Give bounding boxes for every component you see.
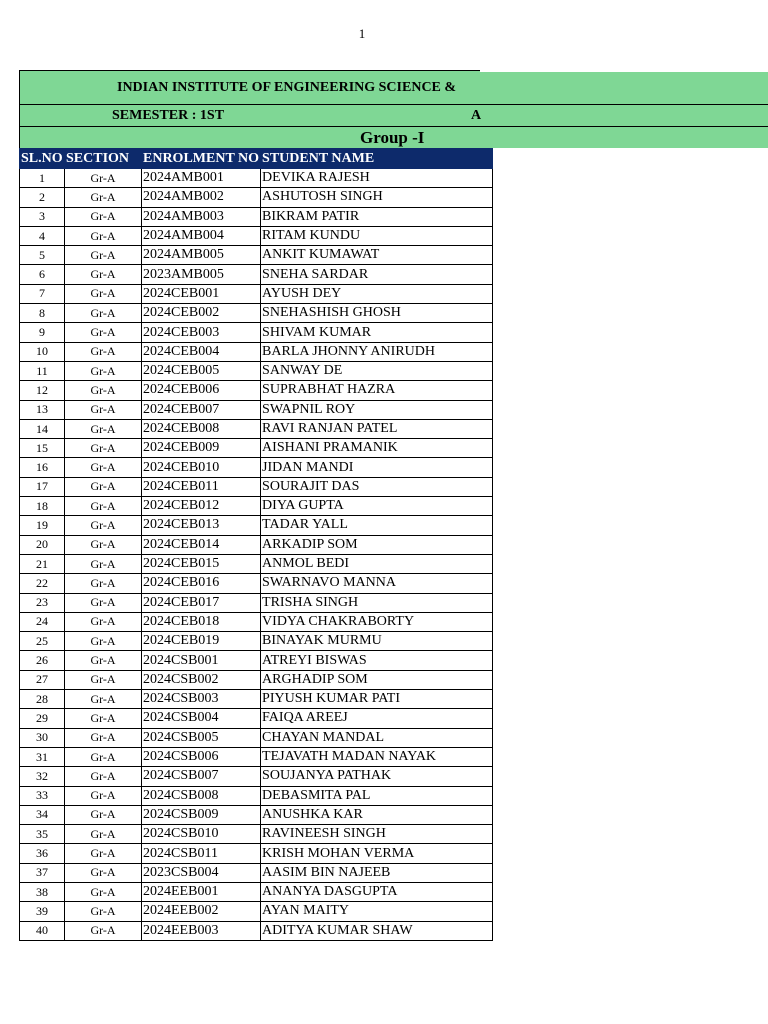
table-row [20,882,493,901]
table-row [20,786,493,805]
cell-enrolment: 2024CEB005 [142,361,261,380]
cell-slno: 9 [20,323,65,342]
table-row [20,477,493,496]
table-row [20,284,493,303]
table-row [20,439,493,458]
cell-section: Gr-A [65,902,142,921]
cell-student-name: CHAYAN MANDAL [261,728,493,747]
cell-section: Gr-A [65,612,142,631]
cell-enrolment: 2024CSB005 [142,728,261,747]
cell-slno: 16 [20,458,65,477]
cell-slno: 1 [20,169,65,188]
cell-section: Gr-A [65,516,142,535]
cell-enrolment: 2024EEB003 [142,921,261,940]
cell-student-name: SANWAY DE [261,361,493,380]
cell-section: Gr-A [65,361,142,380]
cell-student-name: ATREYI BISWAS [261,651,493,670]
cell-slno: 34 [20,805,65,824]
cell-section: Gr-A [65,554,142,573]
cell-section: Gr-A [65,169,142,188]
cell-student-name: RITAM KUNDU [261,226,493,245]
table-row [20,226,493,245]
cell-enrolment: 2024CSB009 [142,805,261,824]
cell-enrolment: 2024CEB018 [142,612,261,631]
cell-section: Gr-A [65,342,142,361]
cell-enrolment: 2024AMB002 [142,188,261,207]
cell-section: Gr-A [65,786,142,805]
cell-slno: 2 [20,188,65,207]
cell-student-name: ANKIT KUMAWAT [261,246,493,265]
cell-enrolment: 2024CEB007 [142,400,261,419]
table-header-row [20,149,493,169]
cell-slno: 36 [20,844,65,863]
cell-enrolment: 2024CEB010 [142,458,261,477]
cell-slno: 30 [20,728,65,747]
cell-enrolment: 2024CSB006 [142,747,261,766]
cell-student-name: AISHANI PRAMANIK [261,439,493,458]
cell-section: Gr-A [65,381,142,400]
cell-slno: 4 [20,226,65,245]
banner-mask [480,70,768,72]
table-row [20,458,493,477]
cell-slno: 7 [20,284,65,303]
cell-section: Gr-A [65,767,142,786]
col-header-slno: SL.NO [20,149,65,169]
cell-student-name: SWARNAVO MANNA [261,574,493,593]
cell-section: Gr-A [65,632,142,651]
table-row [20,651,493,670]
cell-slno: 11 [20,361,65,380]
cell-section: Gr-A [65,593,142,612]
cell-slno: 18 [20,497,65,516]
cell-section: Gr-A [65,458,142,477]
cell-section: Gr-A [65,188,142,207]
cell-section: Gr-A [65,535,142,554]
cell-section: Gr-A [65,670,142,689]
student-table [19,148,493,941]
cell-enrolment: 2024CSB008 [142,786,261,805]
cell-student-name: DEBASMITA PAL [261,786,493,805]
cell-student-name: AYAN MAITY [261,902,493,921]
cell-enrolment: 2023CSB004 [142,863,261,882]
table-row [20,921,493,940]
cell-enrolment: 2024AMB005 [142,246,261,265]
table-row [20,169,493,188]
cell-enrolment: 2024CEB001 [142,284,261,303]
cell-student-name: AYUSH DEY [261,284,493,303]
table-row [20,323,493,342]
table-row [20,342,493,361]
table-row [20,554,493,573]
cell-student-name: RAVI RANJAN PATEL [261,419,493,438]
cell-section: Gr-A [65,207,142,226]
table-row [20,516,493,535]
cell-student-name: PIYUSH KUMAR PATI [261,690,493,709]
table-row [20,304,493,323]
table-row [20,535,493,554]
cell-student-name: SOURAJIT DAS [261,477,493,496]
cell-enrolment: 2024CEB003 [142,323,261,342]
cell-enrolment: 2024CSB004 [142,709,261,728]
cell-student-name: SWAPNIL ROY [261,400,493,419]
table-row [20,361,493,380]
cell-student-name: SHIVAM KUMAR [261,323,493,342]
cell-section: Gr-A [65,439,142,458]
cell-enrolment: 2024EEB001 [142,882,261,901]
cell-enrolment: 2024AMB004 [142,226,261,245]
table-row [20,863,493,882]
cell-section: Gr-A [65,323,142,342]
cell-enrolment: 2024CEB012 [142,497,261,516]
group-banner [19,126,768,148]
cell-student-name: SOUJANYA PATHAK [261,767,493,786]
cell-student-name: FAIQA AREEJ [261,709,493,728]
institute-banner [19,70,768,104]
table-row [20,246,493,265]
cell-section: Gr-A [65,574,142,593]
cell-slno: 29 [20,709,65,728]
cell-slno: 37 [20,863,65,882]
cell-enrolment: 2024CSB010 [142,825,261,844]
cell-slno: 21 [20,554,65,573]
semester-right-label: A [471,108,482,123]
cell-section: Gr-A [65,419,142,438]
cell-student-name: TRISHA SINGH [261,593,493,612]
semester-label: SEMESTER : 1ST [112,108,225,123]
cell-slno: 28 [20,690,65,709]
cell-section: Gr-A [65,226,142,245]
cell-enrolment: 2024AMB003 [142,207,261,226]
cell-slno: 38 [20,882,65,901]
cell-enrolment: 2024CEB011 [142,477,261,496]
cell-section: Gr-A [65,805,142,824]
col-header-section: SECTION [65,149,142,169]
cell-slno: 40 [20,921,65,940]
cell-section: Gr-A [65,728,142,747]
table-row [20,612,493,631]
cell-slno: 10 [20,342,65,361]
cell-enrolment: 2024CSB003 [142,690,261,709]
table-row [20,825,493,844]
cell-slno: 15 [20,439,65,458]
cell-student-name: ASHUTOSH SINGH [261,188,493,207]
table-row [20,207,493,226]
cell-student-name: SNEHA SARDAR [261,265,493,284]
cell-student-name: AASIM BIN NAJEEB [261,863,493,882]
cell-section: Gr-A [65,497,142,516]
cell-section: Gr-A [65,651,142,670]
table-row [20,767,493,786]
cell-slno: 23 [20,593,65,612]
table-row [20,805,493,824]
cell-student-name: SNEHASHISH GHOSH [261,304,493,323]
cell-student-name: RAVINEESH SINGH [261,825,493,844]
cell-section: Gr-A [65,863,142,882]
cell-slno: 17 [20,477,65,496]
cell-section: Gr-A [65,921,142,940]
table-row [20,902,493,921]
cell-section: Gr-A [65,246,142,265]
cell-enrolment: 2023AMB005 [142,265,261,284]
cell-slno: 20 [20,535,65,554]
table-row [20,728,493,747]
cell-enrolment: 2024CEB014 [142,535,261,554]
cell-enrolment: 2024CEB006 [142,381,261,400]
cell-enrolment: 2024CEB008 [142,419,261,438]
table-row [20,188,493,207]
cell-slno: 27 [20,670,65,689]
table-row [20,747,493,766]
cell-enrolment: 2024CEB017 [142,593,261,612]
cell-slno: 32 [20,767,65,786]
cell-student-name: KRISH MOHAN VERMA [261,844,493,863]
cell-slno: 22 [20,574,65,593]
table-row [20,419,493,438]
cell-slno: 19 [20,516,65,535]
cell-student-name: BIKRAM PATIR [261,207,493,226]
cell-slno: 39 [20,902,65,921]
cell-slno: 3 [20,207,65,226]
table-row [20,265,493,284]
cell-student-name: TEJAVATH MADAN NAYAK [261,747,493,766]
cell-section: Gr-A [65,400,142,419]
cell-enrolment: 2024EEB002 [142,902,261,921]
cell-student-name: BARLA JHONNY ANIRUDH [261,342,493,361]
cell-slno: 14 [20,419,65,438]
cell-student-name: ANANYA DASGUPTA [261,882,493,901]
col-header-enrolment: ENROLMENT NO [142,149,261,169]
cell-student-name: ARKADIP SOM [261,535,493,554]
cell-slno: 8 [20,304,65,323]
table-body [20,169,493,941]
cell-student-name: BINAYAK MURMU [261,632,493,651]
table-row [20,497,493,516]
table-row [20,574,493,593]
cell-student-name: ANMOL BEDI [261,554,493,573]
cell-section: Gr-A [65,477,142,496]
cell-section: Gr-A [65,709,142,728]
table-row [20,670,493,689]
table-row [20,400,493,419]
cell-student-name: SUPRABHAT HAZRA [261,381,493,400]
cell-section: Gr-A [65,844,142,863]
cell-student-name: JIDAN MANDI [261,458,493,477]
cell-enrolment: 2024CSB011 [142,844,261,863]
cell-enrolment: 2024CSB001 [142,651,261,670]
cell-slno: 25 [20,632,65,651]
cell-slno: 26 [20,651,65,670]
cell-section: Gr-A [65,747,142,766]
cell-section: Gr-A [65,690,142,709]
cell-student-name: ADITYA KUMAR SHAW [261,921,493,940]
cell-slno: 35 [20,825,65,844]
cell-slno: 33 [20,786,65,805]
table-row [20,844,493,863]
cell-student-name: ARGHADIP SOM [261,670,493,689]
cell-enrolment: 2024CEB019 [142,632,261,651]
cell-section: Gr-A [65,265,142,284]
cell-section: Gr-A [65,882,142,901]
cell-student-name: VIDYA CHAKRABORTY [261,612,493,631]
cell-enrolment: 2024CEB015 [142,554,261,573]
institute-title: INDIAN INSTITUTE OF ENGINEERING SCIENCE & [117,80,457,95]
cell-enrolment: 2024CSB007 [142,767,261,786]
cell-slno: 13 [20,400,65,419]
cell-slno: 6 [20,265,65,284]
table-row [20,709,493,728]
cell-section: Gr-A [65,304,142,323]
group-title: Group -I [360,128,425,147]
semester-banner [19,104,768,126]
page-number: 1 [358,26,366,41]
cell-enrolment: 2024CSB002 [142,670,261,689]
cell-slno: 12 [20,381,65,400]
cell-enrolment: 2024AMB001 [142,169,261,188]
col-header-student-name: STUDENT NAME [261,149,493,169]
cell-section: Gr-A [65,825,142,844]
cell-enrolment: 2024CEB009 [142,439,261,458]
cell-slno: 5 [20,246,65,265]
cell-section: Gr-A [65,284,142,303]
table-row [20,690,493,709]
table-row [20,632,493,651]
cell-student-name: TADAR YALL [261,516,493,535]
table-row [20,593,493,612]
cell-enrolment: 2024CEB013 [142,516,261,535]
cell-student-name: ANUSHKA KAR [261,805,493,824]
cell-enrolment: 2024CEB004 [142,342,261,361]
cell-enrolment: 2024CEB002 [142,304,261,323]
cell-slno: 31 [20,747,65,766]
cell-slno: 24 [20,612,65,631]
cell-student-name: DIYA GUPTA [261,497,493,516]
table-row [20,381,493,400]
cell-student-name: DEVIKA RAJESH [261,169,493,188]
cell-enrolment: 2024CEB016 [142,574,261,593]
